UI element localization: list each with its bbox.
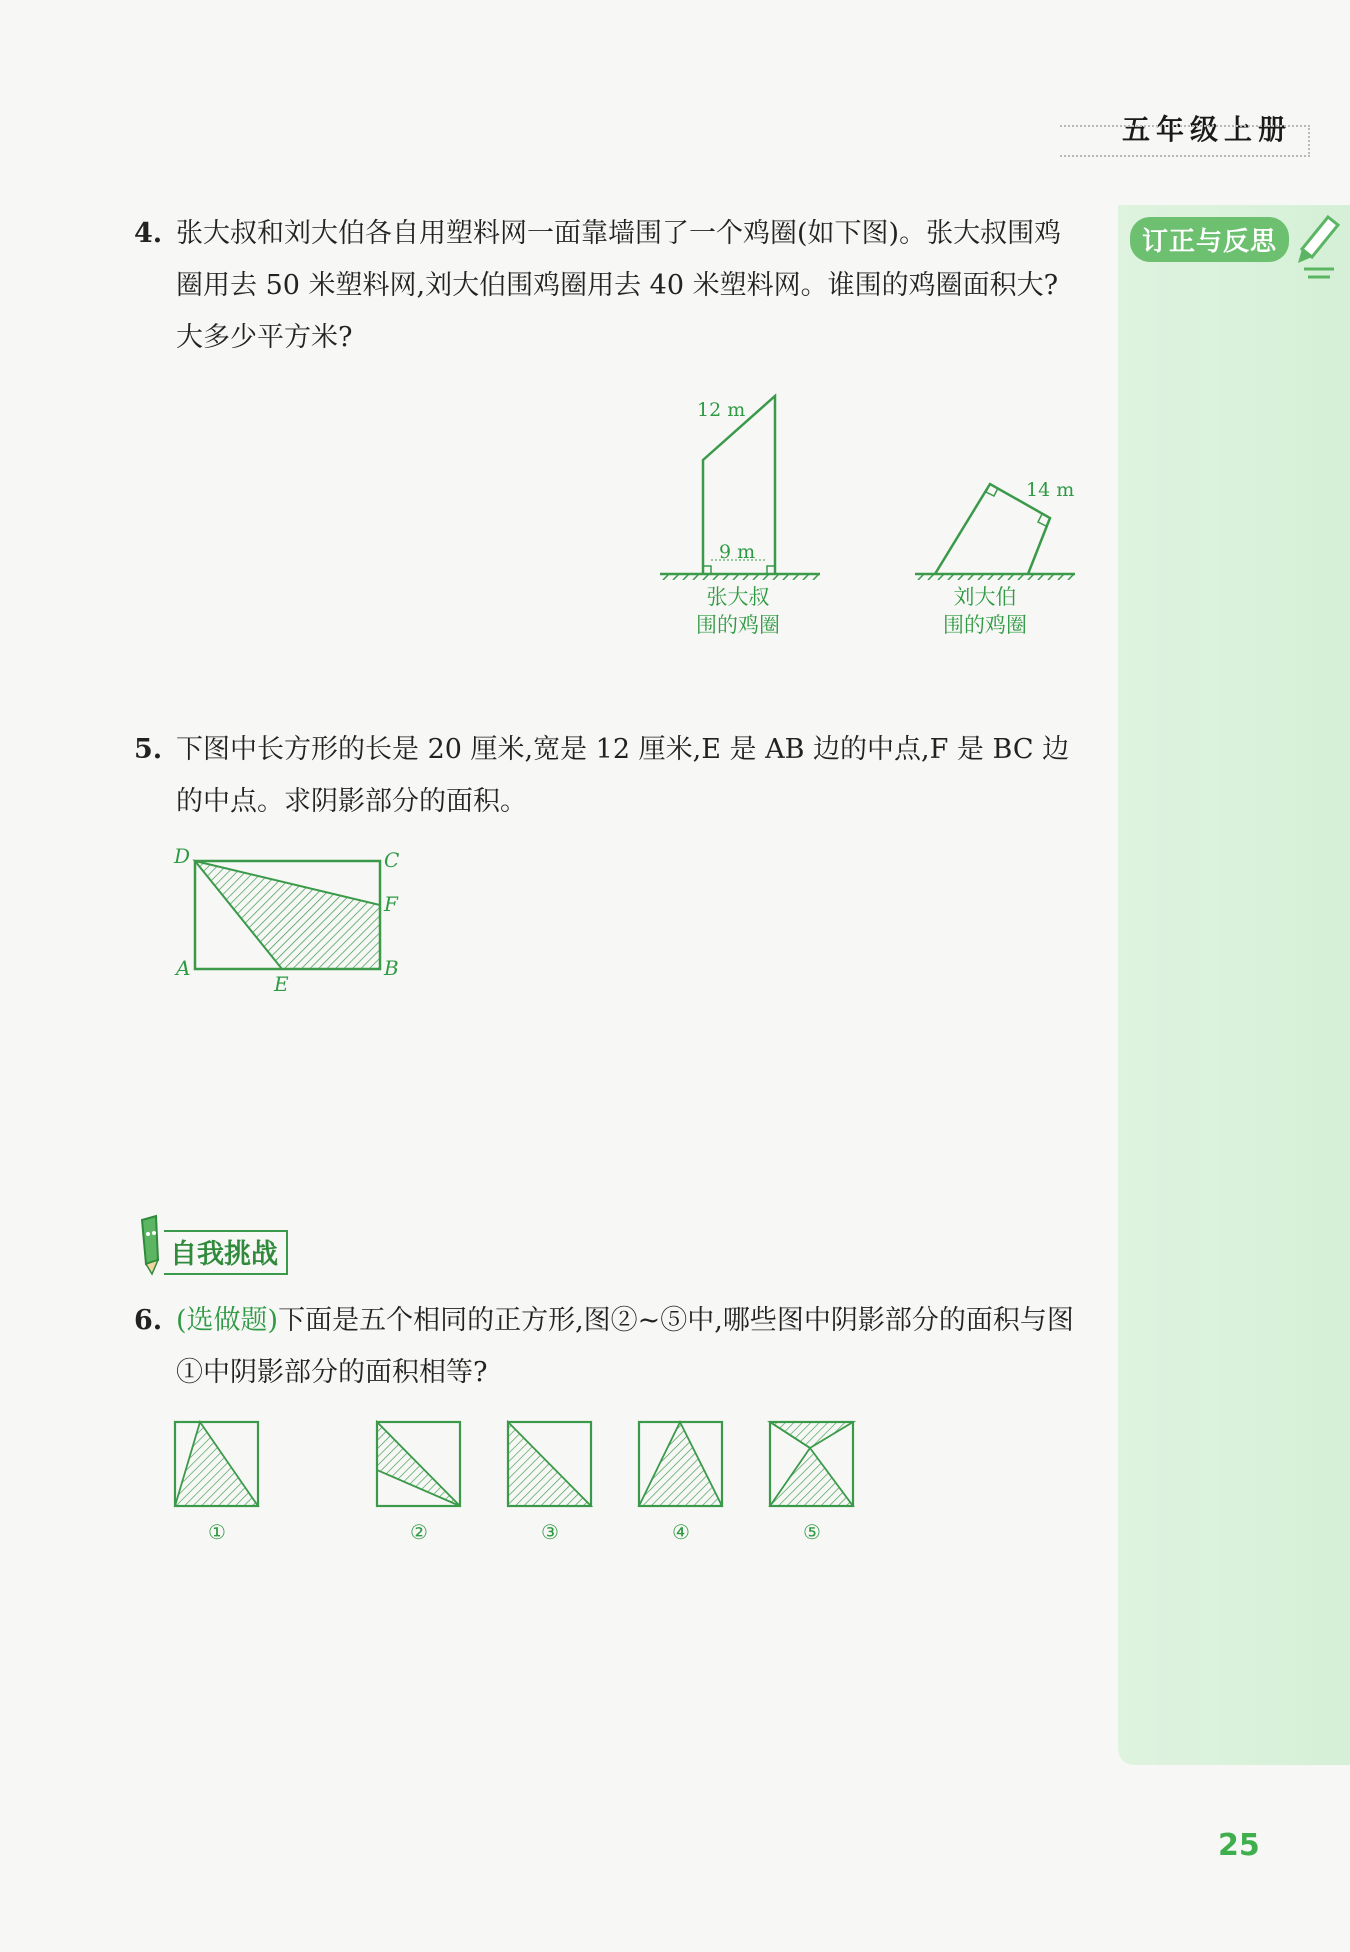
figure-rectangle bbox=[170, 845, 410, 995]
vertex-A: A bbox=[176, 956, 191, 980]
figure-label-3: ③ bbox=[541, 1520, 559, 1544]
question-body: 下面是五个相同的正方形,图②~⑤中,哪些图中阴影部分的面积与图①中阴影部分的面积相等? bbox=[176, 1305, 1074, 1388]
squares-svg bbox=[170, 1418, 870, 1518]
label-9m: 9 m bbox=[719, 541, 756, 563]
grade-label: 五年级上册 bbox=[1121, 113, 1292, 146]
question-text bbox=[176, 1295, 1076, 1399]
page-header bbox=[1060, 90, 1310, 158]
label-14m: 14 m bbox=[1026, 479, 1075, 501]
question-4 bbox=[134, 208, 1074, 368]
challenge-label: 自我挑战 bbox=[164, 1230, 288, 1275]
vertex-C: C bbox=[384, 848, 400, 872]
zhang-coop-svg bbox=[655, 390, 825, 580]
question-5 bbox=[134, 724, 1074, 834]
question-text: 下图中长方形的长是 20 厘米,宽是 12 厘米,E 是 AB 边的中点,F 是 BC 边的中点。求阴影部分的面积。 bbox=[176, 734, 1070, 817]
pencil-icon bbox=[1294, 213, 1344, 283]
question-number: 5. bbox=[134, 734, 163, 765]
label-12m: 12 m bbox=[697, 399, 746, 421]
correction-side-panel bbox=[1118, 205, 1350, 1765]
side-panel-title: 订正与反思 bbox=[1130, 217, 1289, 262]
liu-coop-svg bbox=[910, 470, 1080, 580]
figure-squares bbox=[170, 1418, 870, 1518]
question-number: 4. bbox=[134, 218, 163, 249]
figure-label-2: ② bbox=[410, 1520, 428, 1544]
caption-liu bbox=[920, 583, 1050, 639]
question-6 bbox=[134, 1295, 1074, 1405]
vertex-D: D bbox=[174, 845, 191, 868]
page-number: 25 bbox=[1218, 1828, 1260, 1863]
square-4 bbox=[639, 1422, 722, 1506]
question-number: 6. bbox=[134, 1305, 163, 1336]
figure-label-1: ① bbox=[208, 1520, 226, 1544]
caption-line: 围的鸡圈 bbox=[696, 613, 780, 637]
pencil-mascot-icon bbox=[134, 1212, 164, 1276]
question-text: 张大叔和刘大伯各自用塑料网一面靠墙围了一个鸡圈(如下图)。张大叔围鸡圈用去 50 米塑料网,刘大伯围鸡圈用去 40 米塑料网。谁围的鸡圈面积大?大多少平方米? bbox=[176, 218, 1062, 353]
square-5 bbox=[770, 1422, 853, 1506]
caption-line: 围的鸡圈 bbox=[943, 613, 1027, 637]
figure-label-5: ⑤ bbox=[803, 1520, 821, 1544]
square-1 bbox=[175, 1422, 258, 1506]
square-3 bbox=[508, 1422, 591, 1506]
figure-liu-coop bbox=[910, 470, 1080, 580]
figure-zhang-coop bbox=[655, 390, 825, 580]
optional-tag: (选做题) bbox=[176, 1305, 279, 1336]
caption-line: 张大叔 bbox=[706, 585, 770, 609]
caption-zhang bbox=[673, 583, 803, 639]
header-divider bbox=[1060, 125, 1310, 157]
figure-label-4: ④ bbox=[672, 1520, 690, 1544]
vertex-F: F bbox=[384, 892, 398, 916]
vertex-B: B bbox=[384, 956, 399, 980]
square-2 bbox=[377, 1422, 460, 1506]
rectangle-svg bbox=[170, 845, 410, 995]
vertex-E: E bbox=[274, 972, 289, 995]
caption-line: 刘大伯 bbox=[953, 585, 1017, 609]
